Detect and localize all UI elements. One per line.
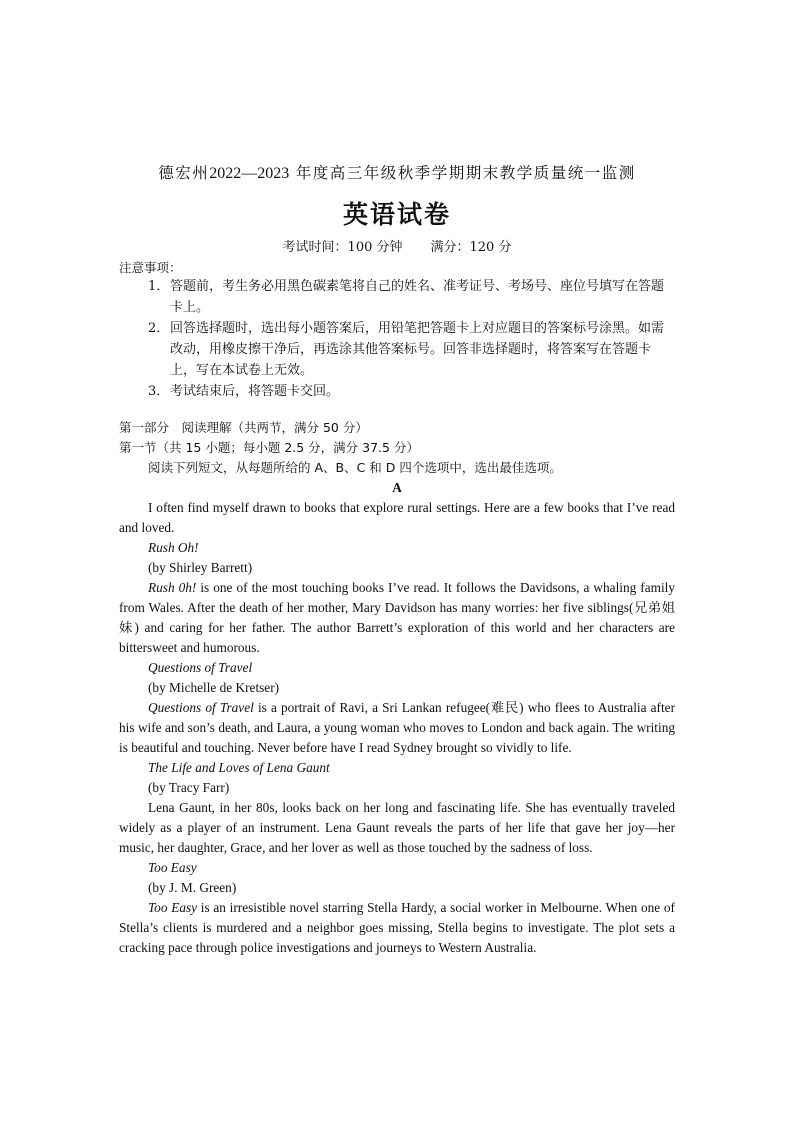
book-description: Lena Gaunt, in her 80s, looks back on her long and fascinating life. She has eventually traveled widely as a player of an instrument. Lena Gaunt reveals the parts of her life that gave her joy—her music, her daughter, Grace, and her lover as well as those touched by the sadness of loss. [119,800,675,855]
book-description: Rush 0h! is one of the most touching books I’ve read. It follows the Davidsons, a whaling family from Wales. After the death of her mother, Mary Davidson has many worries: her five siblings(兄弟姐妹) and caring for her father. The author Barrett’s exploration of this world and her characters are bittersweet and humorous. [119,580,675,655]
exam-score: 满分：120 分 [430,240,512,255]
notes-heading: 注意事项： [119,260,182,275]
section-heading: 第一节（共 15 小题；每小题 2.5 分，满分 37.5 分） [119,440,419,455]
book-author: (by Shirley Barrett) [148,560,253,575]
book-author: (by J. M. Green) [148,880,237,895]
passage-intro: I often find myself drawn to books that explore rural settings. Here are a few books that I’ve read and loved. [119,500,675,535]
book-title: The Life and Loves of Lena Gaunt [148,760,330,775]
exam-time: 考试时间：100 分钟 [282,240,403,255]
note-item: 2． 回答选择题时，选出每小题答案后，用铅笔把答题卡上对应题目的答案标号涂黑。如需改动，用橡皮擦干净后，再选涂其他答案标号。回答非选择题时，将答案写在答题卡上，写在本试卷上无效。 [148,321,665,378]
page-title: 英语试卷 [342,200,451,229]
instruction-text: 阅读下列短文，从每题所给的 A、B、C 和 D 四个选项中，选出最佳选项。 [148,460,562,475]
note-item: 3． 考试结束后，将答题卡交回。 [148,384,340,399]
book-title: Questions of Travel [148,660,253,675]
part1-heading: 第一部分 阅读理解（共两节，满分 50 分） [119,420,368,435]
exam-subtitle: 德宏州2022—2023 年度高三年级秋季学期期末教学质量统一监测 [158,164,636,182]
exam-info [0,236,794,255]
book-author: (by Michelle de Kretser) [148,680,280,695]
book-title: Too Easy [148,860,197,875]
book-title: Rush Oh! [148,540,199,555]
book-description: Questions of Travel is a portrait of Ravi, a Sri Lankan refugee(难民) who flees to Australia after his wife and son’s death, and Laura, a young woman who moves to London and back again. The writing is beautiful and touching. Never before have I read Sydney brought so vividly to life. [119,700,675,755]
note-item: 1． 答题前，考生务必用黑色碳素笔将自己的姓名、准考证号、考场号、座位号填写在答题卡上。 [148,279,665,315]
passage-label: A [392,480,402,495]
book-author: (by Tracy Farr) [148,780,230,795]
book-description: Too Easy is an irresistible novel starring Stella Hardy, a social worker in Melbourne. When one of Stella’s clients is murdered and a neighbor goes missing, Stella begins to investigate. The plot sets a cracking pace through police investigations and journeys to Western Australia. [119,900,675,955]
